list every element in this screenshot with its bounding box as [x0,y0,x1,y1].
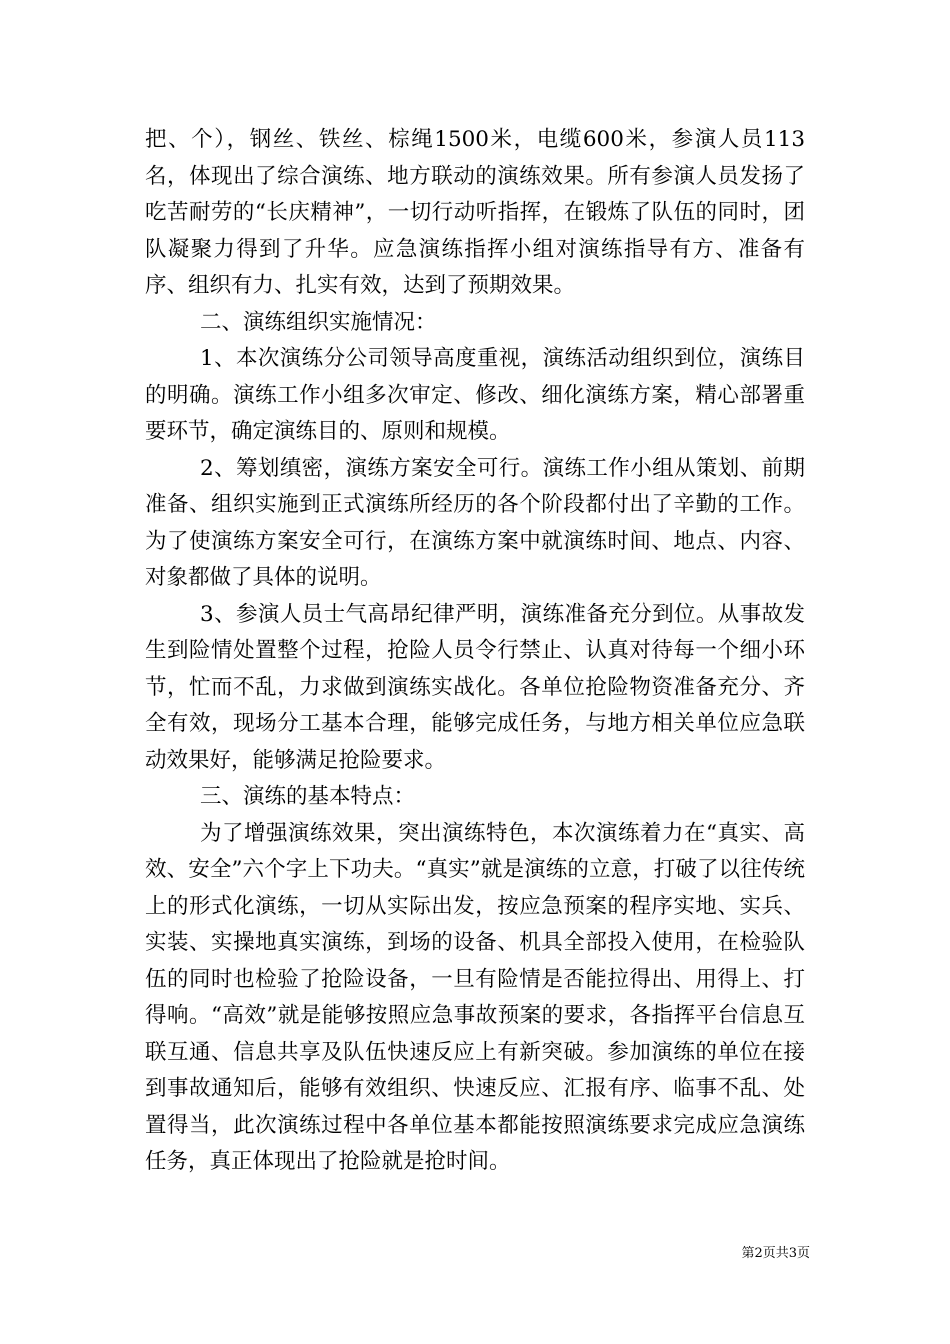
paragraph-1: 把、个），钢丝、铁丝、棕绳1500米，电缆600米，参演人员113名，体现出了综合演练、地方联动的演练效果。所有参演人员发扬了吃苦耐劳的“长庆精神”，一切行动听指挥，在锻炼了队伍的同时，团队凝聚力得到了升华。应急演练指挥小组对演练指导有方、准备有序、组织有力、扎实有效，达到了预期效果。 [145,127,805,298]
page-number: 第2页共3页 [741,1246,810,1261]
paragraph-item-2: 2、筹划缜密，演练方案安全可行。演练工作小组从策划、前期准备、组织实施到正式演练所经历的各个阶段都付出了辛勤的工作。为了使演练方案安全可行，在演练方案中就演练时间、地点、内容、对象都做了具体的说明。 [145,455,805,590]
paragraph-item-3: 3、参演人员士气高昂纪律严明，演练准备充分到位。从事故发生到险情处置整个过程，抢险人员令行禁止、认真对待每一个细小环节，忙而不乱，力求做到演练实战化。各单位抢险物资准备充分、齐全有效，现场分工基本合理，能够完成任务，与地方相关单位应急联动效果好，能够满足抢险要求。 [145,601,805,773]
section-heading-2: 二、演练组织实施情况： [200,309,437,335]
paragraph-features: 为了增强演练效果，突出演练特色，本次演练着力在“真实、高效、安全”六个字上下功夫。“真实”就是演练的立意，打破了以往传统上的形式化演练，一切从实际出发，按应急预案的程序实地、实兵、实装、实操地真实演练，到场的设备、机具全部投入使用，在检验队伍的同时也检验了抢险设备，一旦有险情是否能拉得出、用得上、打得响。“高效”就是能够按照应急事故预案的要求，各指挥平台信息互联互通、信息共享及队伍快速反应上有新突破。参加演练的单位在接到事故通知后，能够有效组织、快速反应、汇报有序、临事不乱、处置得当，此次演练过程中各单位基本都能按照演练要求完成应急演练任务，真正体现出了抢险就是抢时间。 [145,820,805,1174]
paragraph-item-1: 1、本次演练分公司领导高度重视，演练活动组织到位，演练目的明确。演练工作小组多次审定、修改、细化演练方案，精心部署重要环节，确定演练目的、原则和规模。 [145,346,805,444]
section-heading-3: 三、演练的基本特点： [200,784,416,809]
document-body [145,122,805,1181]
